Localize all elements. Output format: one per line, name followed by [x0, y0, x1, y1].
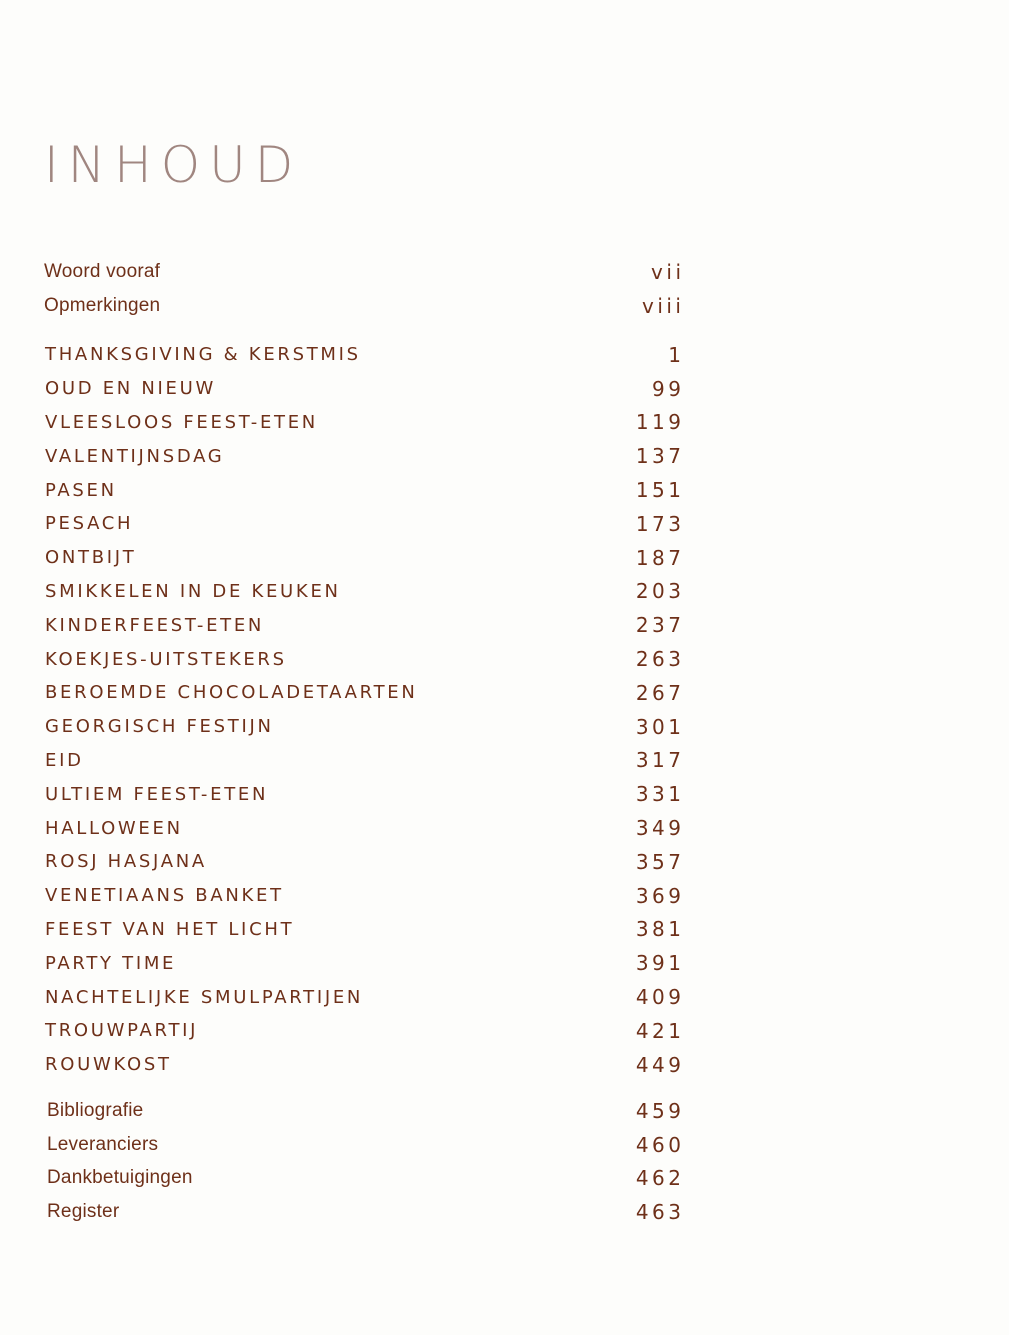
toc-chapters	[44, 338, 685, 1082]
toc-entry-page-number: 391	[635, 951, 685, 976]
toc-entry	[44, 1195, 685, 1229]
toc-entry	[44, 879, 685, 913]
toc-entry	[44, 575, 685, 609]
toc-entry	[44, 777, 685, 811]
toc-entry-title: KOEKJES-UITSTEKERS	[45, 648, 287, 670]
toc-entry	[44, 507, 685, 541]
toc-entry-page-number: 301	[635, 714, 685, 739]
toc-entry-page-number: 137	[635, 444, 685, 469]
toc-entry-title: VALENTIJNSDAG	[45, 445, 225, 467]
toc-entry-page-number: vii	[651, 259, 685, 284]
toc-entry-title: PARTY TIME	[45, 952, 177, 974]
toc-entry	[44, 744, 685, 778]
toc-entry	[44, 338, 685, 372]
toc-entry-title: Bibliografie	[47, 1099, 144, 1121]
toc-entry-title: OUD EN NIEUW	[45, 378, 217, 400]
toc-entry-page-number: 369	[635, 883, 685, 908]
toc-entry-page-number: 151	[635, 478, 685, 503]
toc-entry	[44, 845, 685, 879]
toc-entry	[44, 642, 685, 676]
toc-entry-page-number: 119	[635, 410, 685, 435]
toc-front-matter	[44, 255, 685, 323]
toc-entry	[44, 946, 685, 980]
toc-entry-page-number: 462	[635, 1166, 685, 1191]
toc-entry-page-number: 263	[635, 647, 685, 672]
toc-entry-page-number: 459	[635, 1098, 685, 1123]
toc-entry-title: VENETIAANS BANKET	[45, 885, 284, 907]
toc-entry-title: FEEST VAN HET LICHT	[45, 918, 295, 940]
toc-entry-page-number: 381	[635, 917, 685, 942]
toc-entry-title: THANKSGIVING & KERSTMIS	[45, 344, 361, 366]
toc-entry-title: SMIKKELEN IN DE KEUKEN	[45, 580, 341, 602]
toc-entry	[44, 676, 685, 710]
toc-entry-title: EID	[45, 749, 84, 771]
toc-entry	[44, 1128, 685, 1162]
toc-entry	[44, 913, 685, 947]
toc-entry-page-number: 267	[635, 680, 685, 705]
toc-entry-page-number: viii	[641, 293, 685, 318]
toc-entry-title: GEORGISCH FESTIJN	[45, 716, 274, 738]
toc-entry-title: KINDERFEEST-ETEN	[45, 614, 265, 636]
toc-entry-title: PASEN	[45, 479, 117, 501]
toc-entry-page-number: 463	[635, 1200, 685, 1225]
toc-entry-title: Leveranciers	[47, 1133, 159, 1155]
toc-entry-page-number: 331	[635, 782, 685, 807]
toc-entry-page-number: 409	[635, 985, 685, 1010]
toc-entry	[44, 608, 685, 642]
toc-entry	[44, 811, 685, 845]
toc-entry	[44, 980, 685, 1014]
page-title: INHOUD	[44, 136, 303, 194]
toc-entry	[44, 1162, 685, 1196]
toc-entry-page-number: 317	[635, 748, 685, 773]
toc-entry-title: Dankbetuigingen	[47, 1167, 193, 1189]
toc-entry-title: ROUWKOST	[45, 1054, 172, 1076]
toc-entry	[44, 439, 685, 473]
toc-entry-title: Register	[47, 1201, 120, 1223]
toc-entry-title: Woord vooraf	[44, 260, 161, 282]
toc-entry-title: TROUWPARTIJ	[45, 1020, 199, 1042]
toc-entry-page-number: 449	[635, 1052, 685, 1077]
toc-entry-title: PESACH	[45, 513, 134, 535]
toc-entry-title: VLEESLOOS FEEST-ETEN	[45, 411, 318, 433]
toc-entry	[44, 1014, 685, 1048]
toc-entry-title: ROSJ HASJANA	[45, 851, 207, 873]
toc-entry-page-number: 237	[635, 613, 685, 638]
toc-entry	[44, 289, 685, 323]
toc-entry	[44, 1048, 685, 1082]
toc-back-matter	[44, 1094, 685, 1229]
toc-entry-title: ONTBIJT	[45, 547, 137, 569]
toc-entry	[44, 541, 685, 575]
toc-entry	[44, 473, 685, 507]
toc-entry	[44, 406, 685, 440]
toc-entry-title: Opmerkingen	[44, 294, 161, 316]
toc-entry-page-number: 173	[635, 511, 685, 536]
toc-entry	[44, 1094, 685, 1128]
toc-entry	[44, 710, 685, 744]
toc-entry-title: BEROEMDE CHOCOLADETAARTEN	[45, 682, 418, 704]
toc-entry-title: HALLOWEEN	[45, 817, 183, 839]
toc-entry-page-number: 1	[668, 342, 685, 367]
toc-entry-title: ULTIEM FEEST-ETEN	[45, 783, 269, 805]
toc-entry-page-number: 203	[635, 579, 685, 604]
toc-entry-page-number: 357	[635, 849, 685, 874]
toc-entry	[44, 372, 685, 406]
toc-entry-page-number: 349	[635, 816, 685, 841]
toc-entry-page-number: 421	[635, 1018, 685, 1043]
toc-entry-page-number: 99	[652, 376, 685, 401]
toc-entry	[44, 255, 685, 289]
toc-entry-title: NACHTELIJKE SMULPARTIJEN	[45, 986, 364, 1008]
toc-entry-page-number: 187	[635, 545, 685, 570]
toc-entry-page-number: 460	[635, 1132, 685, 1157]
